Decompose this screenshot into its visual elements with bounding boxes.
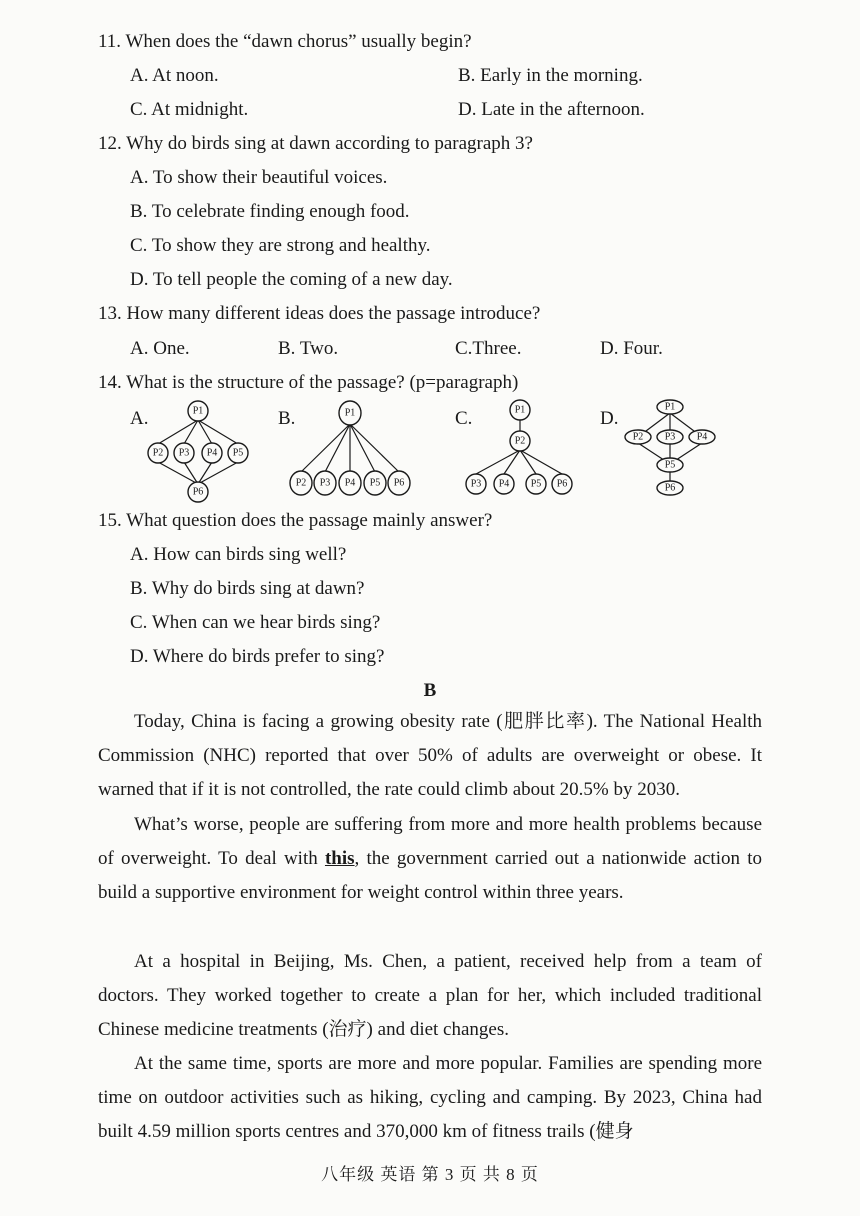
diagram-b-node [364, 471, 386, 495]
svg-text:P2: P2 [152, 447, 164, 459]
question-11-option-d: D. Late in the afternoon. [458, 99, 645, 120]
question-12-option-d: D. To tell people the coming of a new day. [130, 269, 453, 290]
diagram-b-node [388, 471, 410, 495]
diagram-b-node [339, 401, 361, 425]
diagram-d-node [657, 458, 683, 472]
question-13-option-d: D. Four. [600, 338, 663, 359]
svg-text:P4: P4 [344, 477, 356, 489]
diagram-d-label: D. [600, 408, 619, 429]
diagram-d-node [657, 430, 683, 444]
question-12-option-a: A. To show their beautiful voices. [130, 167, 388, 188]
question-11-option-b: B. Early in the morning. [458, 65, 643, 86]
question-12-stem: 12. Why do birds sing at dawn according to paragraph 3? [98, 133, 533, 154]
paragraph-text: At the same time, sports are more and more popular. Families are spending more time on outdoor activities such as hiking, cycling and camping. By 2023, China had built 4.59 million sports centres and 370,000 km of fitness trails (健身 [98, 1053, 762, 1142]
diagram-d-node [657, 400, 683, 414]
question-15-option-b: B. Why do birds sing at dawn? [130, 578, 365, 599]
diagram-c-node [494, 474, 514, 494]
svg-text:P1: P1 [192, 405, 204, 417]
diagram-c-label: C. [455, 408, 473, 429]
passage-paragraph [98, 808, 762, 910]
passage-paragraph [98, 945, 762, 1047]
diagram-a-node [188, 482, 208, 502]
svg-text:P1: P1 [664, 401, 676, 413]
diagram-b-node [339, 471, 361, 495]
svg-text:P3: P3 [664, 431, 676, 443]
passage-paragraph [98, 1047, 762, 1149]
svg-text:P6: P6 [664, 482, 676, 494]
svg-text:P3: P3 [470, 478, 482, 490]
svg-text:P3: P3 [319, 477, 331, 489]
svg-text:P2: P2 [632, 431, 644, 443]
question-15-option-c: C. When can we hear birds sing? [130, 612, 381, 633]
svg-text:P3: P3 [178, 447, 190, 459]
svg-text:P2: P2 [514, 435, 526, 447]
diagram-a-node [228, 443, 248, 463]
structure-diagram-c [460, 398, 580, 498]
paragraph-text: , the government carried out a nationwide action to build a supportive environment for weight control within three years. [98, 848, 762, 903]
svg-text:P1: P1 [344, 407, 356, 419]
paragraph-text: What’s worse, people are suffering from more and more health problems because of overweight. To deal with [98, 814, 762, 869]
diagram-c-node [510, 431, 530, 451]
question-12-option-b: B. To celebrate finding enough food. [130, 201, 410, 222]
diagram-d-node [689, 430, 715, 444]
diagram-d-node [625, 430, 651, 444]
diagram-c-node [552, 474, 572, 494]
diagram-a-node [202, 443, 222, 463]
question-11-option-a: A. At noon. [130, 65, 219, 86]
question-11-stem: 11. When does the “dawn chorus” usually begin? [98, 31, 472, 52]
passage-paragraph [98, 705, 762, 807]
question-11-option-c: C. At midnight. [130, 99, 249, 120]
underlined-word: this [324, 848, 355, 869]
svg-text:P6: P6 [192, 486, 204, 498]
diagram-b-label: B. [278, 408, 296, 429]
question-13-option-b: B. Two. [278, 338, 339, 359]
svg-text:P5: P5 [530, 478, 542, 490]
diagram-d-node [657, 481, 683, 495]
section-title: B [423, 680, 437, 701]
svg-text:P5: P5 [664, 459, 676, 471]
diagram-b-node [290, 471, 312, 495]
question-13-option-a: A. One. [130, 338, 190, 359]
question-15-option-d: D. Where do birds prefer to sing? [130, 646, 385, 667]
diagram-a-node [174, 443, 194, 463]
diagram-a-node [188, 401, 208, 421]
structure-diagram-b [285, 398, 415, 498]
question-14-stem: 14. What is the structure of the passage? (p=paragraph) [98, 372, 519, 393]
structure-diagram-d [620, 398, 720, 498]
svg-text:P6: P6 [393, 477, 405, 489]
svg-text:P4: P4 [498, 478, 510, 490]
svg-text:P5: P5 [369, 477, 381, 489]
question-12-option-c: C. To show they are strong and healthy. [130, 235, 431, 256]
diagram-a-node [148, 443, 168, 463]
diagram-c-node [466, 474, 486, 494]
question-13-option-c: C.Three. [455, 338, 522, 359]
diagram-c-node [526, 474, 546, 494]
question-15-stem: 15. What question does the passage mainly answer? [98, 510, 493, 531]
paragraph-text: Today, China is facing a growing obesity rate (肥胖比率). The National Health Commission (NHC) reported that over 50% of adults are overweight or obese. It warned that if it is not controlled, the rate could climb about 20.5% by 2030. [98, 711, 762, 800]
diagram-b-node [314, 471, 336, 495]
question-13-stem: 13. How many different ideas does the passage introduce? [98, 303, 541, 324]
svg-text:P4: P4 [696, 431, 708, 443]
page-footer: 八年级 英语 第 3 页 共 8 页 [321, 1165, 539, 1184]
svg-text:P1: P1 [514, 404, 526, 416]
question-15-option-a: A. How can birds sing well? [130, 544, 347, 565]
structure-diagram-a [140, 398, 260, 502]
svg-text:P2: P2 [295, 477, 307, 489]
svg-text:P5: P5 [232, 447, 244, 459]
svg-text:P4: P4 [206, 447, 218, 459]
diagram-a-label: A. [130, 408, 149, 429]
svg-text:P6: P6 [556, 478, 568, 490]
paragraph-text: At a hospital in Beijing, Ms. Chen, a patient, received help from a team of doctors. They worked together to create a plan for her, which included traditional Chinese medicine treatments (治疗) and diet changes. [98, 951, 762, 1040]
diagram-c-node [510, 400, 530, 420]
